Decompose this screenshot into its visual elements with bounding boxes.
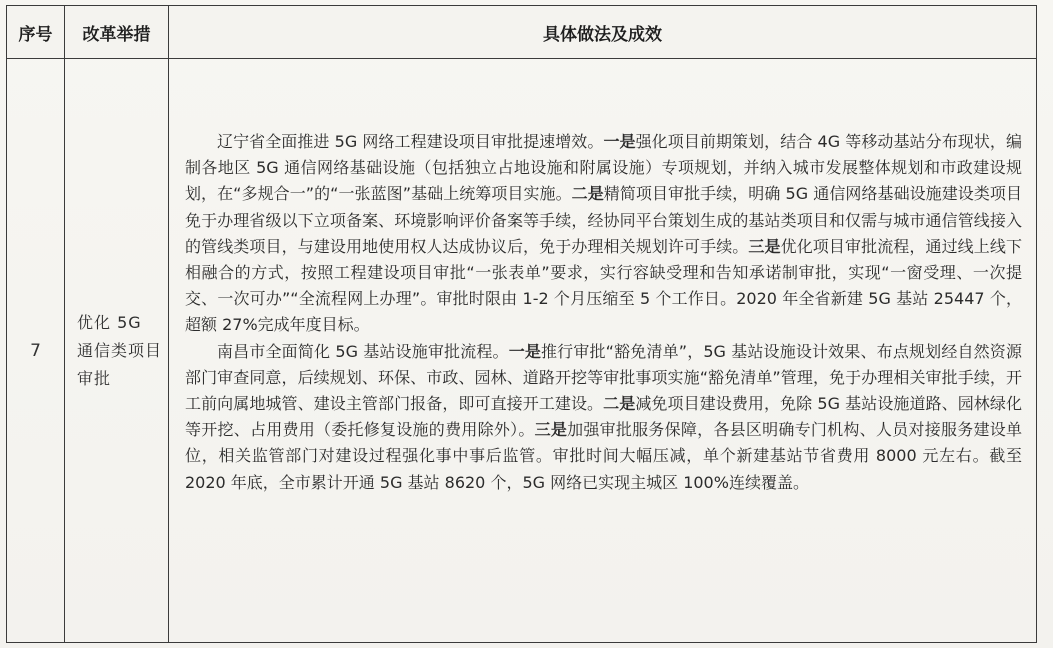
row-serial-number: 7 (7, 59, 65, 643)
reform-measures-table (6, 5, 1037, 643)
emphasis-label: 三是 (534, 420, 568, 440)
paragraph-text: 减免项目建设费用，免除 5G 基站设施道路、园林绿化等开挖、占用费用（委托修复设施的费用除外）。 (185, 394, 1022, 440)
detail-paragraph (185, 129, 1022, 339)
emphasis-label: 二是 (603, 394, 636, 414)
table-header-row (7, 6, 1037, 59)
paragraph-text: 强化项目前期策划，结合 4G 等移动基站分布现状，编制各地区 5G 通信网络基础设施（包括独立占地设施和附属设施）专项规划，并纳入城市发展整体规划和市政建设规划，在“多规合一”的“一张蓝图”基础上统筹项目实施。 (185, 132, 1022, 204)
row-detail-cell (169, 59, 1037, 643)
table-row (7, 59, 1037, 643)
paragraph-text: 精简项目审批手续，明确 5G 通信网络基础设施建设类项目免于办理省级以下立项备案、环境影响评价备案等手续，经协同平台策划生成的基站类项目和仅需与城市通信管线接入的管线类项目，与建设用地使用权人达成协议后，免于办理相关规划许可手续。 (185, 184, 1022, 256)
paragraph-text: 加强审批服务保障，各县区明确专门机构、人员对接服务建设单位，相关监管部门对建设过程强化事中事后监管。审批时间大幅压减，单个新建基站节省费用 8000 元左右。截至 2020 年底，全市累计开通 5G 基站 8620 个，5G 网络已实现主城区 100%连续覆盖。 (185, 420, 1022, 492)
detail-paragraph (185, 339, 1022, 496)
detail-content (169, 59, 1036, 496)
header-serial-number: 序号 (7, 6, 65, 59)
emphasis-label: 一是 (508, 341, 542, 361)
header-detail: 具体做法及成效 (169, 6, 1037, 59)
paragraph-text: 辽宁省全面推进 5G 网络工程建设项目审批提速增效。 (217, 132, 604, 151)
row-reform-measure: 优化 5G 通信类项目审批 (65, 59, 169, 643)
paragraph-text: 推行审批“豁免清单”，5G 基站设施设计效果、布点规划经自然资源部门审查同意，后续规划、环保、市政、园林、道路开挖等审批事项实施“豁免清单”管理，免于办理相关审批手续，开工前向属地城管、建设主管部门报备，即可直接开工建设。 (185, 341, 1022, 414)
emphasis-label: 一是 (603, 132, 636, 151)
paragraph-text: 优化项目审批流程，通过线上线下相融合的方式，按照工程建设项目审批“一张表单”要求，实行容缺受理和告知承诺制审批，实现“一窗受理、一次提交、一次可办”“全流程网上办理”。审批时限由 1-2 个月压缩至 5 个工作日。2020 年全省新建 5G 基站 25447 个，超额 27%完成年度目标。 (185, 236, 1022, 335)
emphasis-label: 三是 (748, 236, 781, 256)
header-reform-measure: 改革举措 (65, 6, 169, 59)
paragraph-text: 南昌市全面简化 5G 基站设施审批流程。 (217, 341, 509, 361)
emphasis-label: 二是 (571, 184, 604, 204)
